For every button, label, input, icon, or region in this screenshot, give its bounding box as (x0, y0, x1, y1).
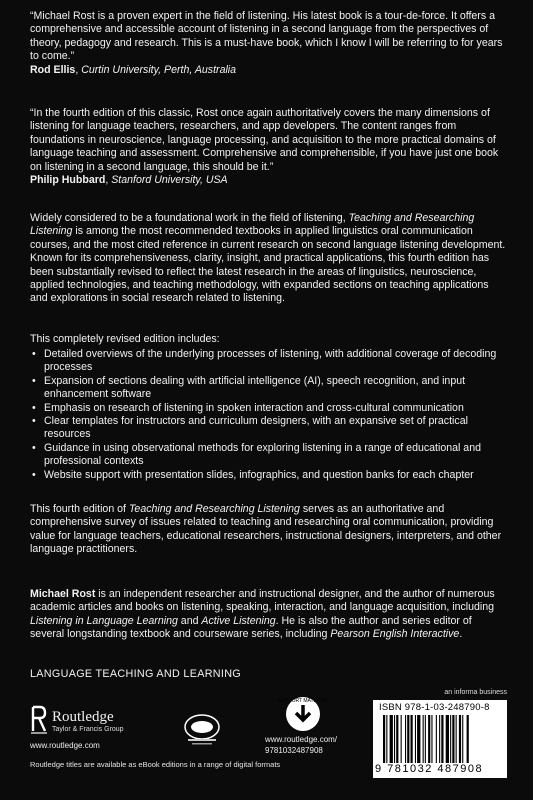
review-2 (30, 107, 506, 187)
closing-paragraph (30, 503, 506, 557)
certified-sourcing-icon (180, 711, 224, 752)
informa-tagline: an informa business (444, 689, 507, 696)
description-text: Widely considered to be a foundational work in the field of listening, (30, 212, 349, 224)
book-title: Listening in Language Learning (30, 614, 178, 627)
barcode-icon (383, 715, 497, 763)
publisher-name: Routledge (52, 709, 114, 725)
support-url[interactable] (265, 734, 337, 756)
ebook-note: Routledge titles are available as eBook editions in a range of digital formats (30, 760, 281, 769)
routledge-logo-icon (30, 705, 48, 740)
author-name: Michael Rost (30, 588, 96, 600)
bio-text: is an independent researcher and instructional designer, and the author of numerous academic articles and books on listening, speaking, interaction, and language acquisition, including (30, 588, 495, 614)
book-description (30, 212, 506, 306)
list-item: • Website support with presentation slides, infographics, and question banks for each chapter (30, 469, 506, 482)
support-material-icon (277, 695, 329, 738)
reviewer-name: Rod Ellis (30, 63, 76, 76)
publisher-group: Taylor & Francis Group (52, 726, 124, 733)
bio-text: . He is also the author and series editor of several longstanding textbook and courseware series, including (30, 614, 472, 641)
reviewer-name: Philip Hubbard (30, 174, 106, 187)
support-url-line: www.routledge.com/ (265, 735, 338, 744)
list-item: • Expansion of sections dealing with artificial intelligence (AI), speech recognition, and input enhancement software (30, 375, 506, 402)
description-text: is among the most recommended textbooks in applied linguistics oral communication courses, and the most cited reference in current research on second language listening development. Known for its comprehensiveness, clarity, insight, and practical applications, this fourth edition has been substantially revised to reflect the latest research in the areas of linguistics, neuroscience, applied technologies, and teaching methodology, with expanded sections on teaching applications and explorations in social research related to listening. (30, 225, 506, 305)
list-item: • Detailed overviews of the underlying processes of listening, with additional coverage of decoding processes (30, 348, 506, 375)
list-item: • Clear templates for instructors and curriculum designers, with an expansive set of practical resources (30, 415, 506, 442)
support-badge-label: SUPPORT MATERIAL (277, 698, 329, 704)
closing-text: serves as an authoritative and comprehensive survey of issues related to teaching and researching oral communication, providing value for language teachers, educational researchers, instructional designers, interpreters, and other language practitioners. (30, 503, 502, 556)
includes-intro: This completely revised edition includes: (30, 333, 220, 345)
book-title: Pearson English Interactive (330, 628, 460, 641)
closing-text: This fourth edition of (30, 503, 129, 515)
author-bio (30, 588, 506, 642)
publisher-url[interactable]: www.routledge.com (30, 741, 100, 750)
series-name: LANGUAGE TEACHING AND LEARNING (30, 668, 241, 680)
isbn-barcode-panel (373, 700, 507, 778)
list-item: • Guidance in using observational methods for exploring listening in a range of educational and professional contexts (30, 442, 506, 469)
isbn-digits: 9 781032 487908 (375, 763, 484, 775)
isbn-label: ISBN 978-1-03-248790-8 (379, 702, 490, 713)
book-title: Teaching and Researching Listening (30, 212, 475, 238)
book-title: Teaching and Researching Listening (128, 503, 300, 515)
review-1 (30, 10, 506, 77)
review-signature: Rod Ellis, Curtin University, Perth, Australia (30, 63, 237, 76)
includes-list (30, 348, 506, 482)
reviewer-affiliation: Stanford University, USA (111, 174, 228, 187)
bio-text: . (459, 628, 463, 641)
book-title: Active Listening (201, 614, 276, 627)
reviewer-affiliation: Curtin University, Perth, Australia (81, 63, 237, 76)
support-url-line: 9781032487908 (265, 746, 323, 755)
review-signature: Philip Hubbard, Stanford University, USA (30, 174, 228, 187)
bio-text: and (177, 614, 202, 627)
review-quote: “In the fourth edition of this classic, Rost once again authoritatively covers the many dimensions of listening for language teachers, researchers, and app developers. The content ranges from foundations in neuroscience, language processing, and acquisition to the more practical domains of language teaching and assessment. Comprehensive and comprehensible, if you have just one book on listening in a second language, this should be it.” (30, 107, 499, 173)
review-quote: “Michael Rost is a proven expert in the field of listening. His latest book is a tour-de-force. It offers a comprehensive and accessible account of listening in a second language from the perspectives of theory, pedagogy and research. This is a must-have book, which I know I will be referring to for years to come.” (30, 10, 503, 63)
list-item: • Emphasis on research of listening in spoken interaction and cross-cultural communication (30, 402, 506, 415)
